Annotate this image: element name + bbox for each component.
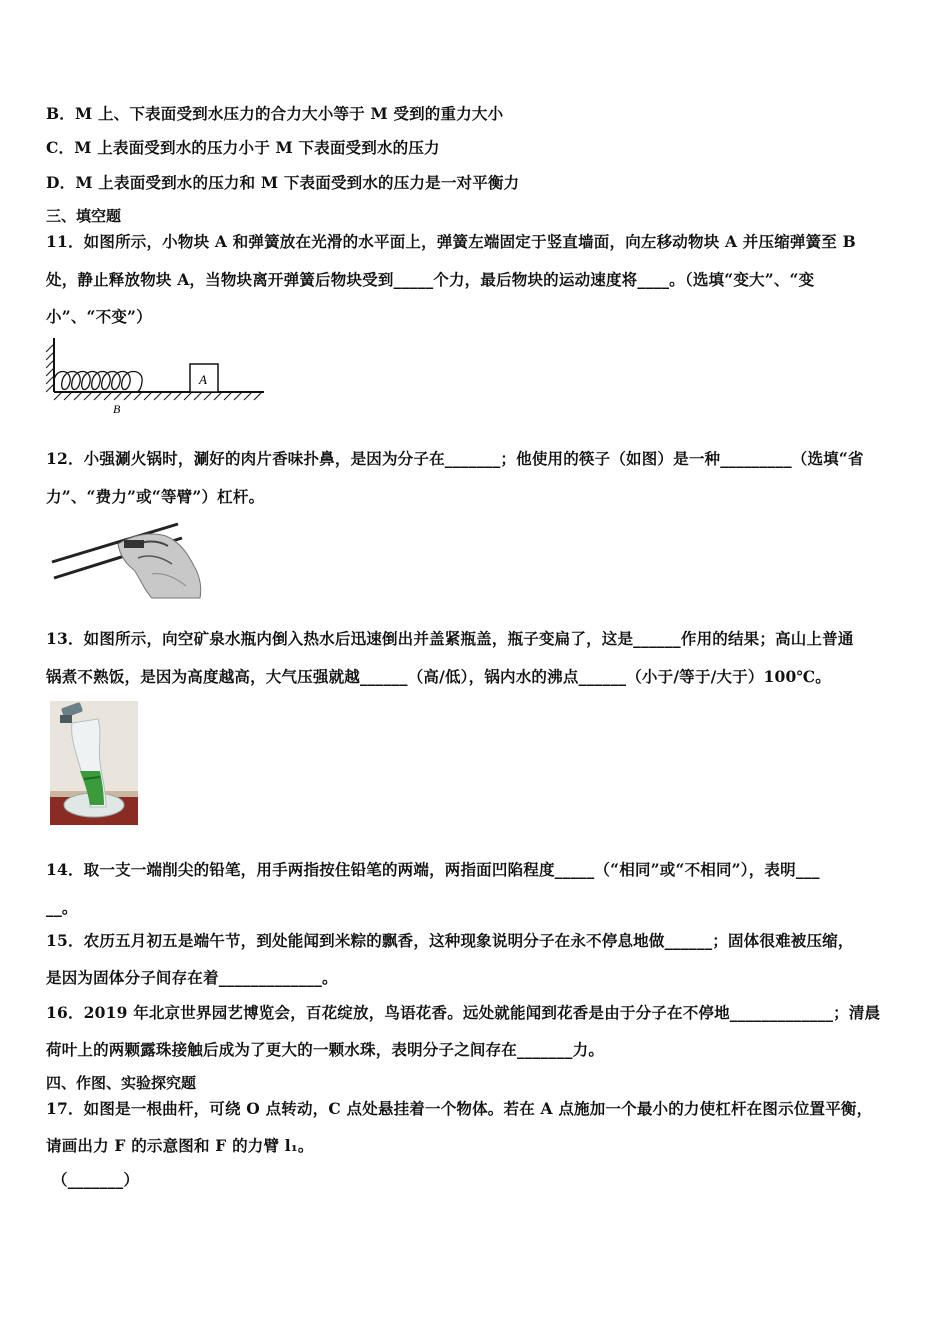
q11-line3: 小”、“不变”） [46, 307, 152, 326]
section-title-fill-in: 三、填空题 [46, 207, 122, 225]
q12-line1: 12．小强涮火锅时，涮好的肉片香味扑鼻，是因为分子在_______；他使用的筷子（如图）是一种_________（选填“省 [46, 449, 864, 468]
q13-line1: 13．如图所示，向空矿泉水瓶内倒入热水后迅速倒出并盖紧瓶盖，瓶子变扁了，这是______作用的结果；高山上普通 [46, 629, 854, 648]
chopsticks-hand-figure [48, 514, 204, 602]
option-c: C．M 上表面受到水的压力小于 M 下表面受到水的压力 [46, 138, 440, 157]
option-b: B．M 上、下表面受到水压力的合力大小等于 M 受到的重力大小 [46, 104, 504, 123]
q17-line2: 请画出力 F 的示意图和 F 的力臂 l₁。 [46, 1136, 314, 1155]
spring-block-figure [44, 336, 268, 416]
point-b-label: B [113, 402, 121, 416]
option-d: D．M 上表面受到水的压力和 M 下表面受到水的压力是一对平衡力 [46, 173, 520, 192]
q17-line1: 17．如图是一根曲杆，可绕 O 点转动，C 点处悬挂着一个物体。若在 A 点施加一个最小的力使杠杆在图示位置平衡， [46, 1099, 873, 1118]
q14-line1: 14．取一支一端削尖的铅笔，用手两指按住铅笔的两端，两指面凹陷程度_____（“相同”或“不相同”），表明___ [46, 860, 820, 879]
q16-line2: 荷叶上的两颗露珠接触后成为了更大的一颗水珠，表明分子之间存在_______力。 [46, 1040, 605, 1059]
q17-answer-blank[interactable]: （_______） [52, 1170, 140, 1189]
q13-line2: 锅煮不熟饭，是因为高度越高，大气压强就越______（高/低），锅内水的沸点______（小于/等于/大于）100℃。 [46, 667, 831, 686]
q15-line1: 15．农历五月初五是端午节，到处能闻到米粽的飘香，这种现象说明分子在永不停息地做______；固体很难被压缩， [46, 931, 854, 950]
spring-coil [54, 372, 142, 393]
q11-line1: 11．如图所示，小物块 A 和弹簧放在光滑的水平面上，弹簧左端固定于竖直墙面，向左移动物块 A 并压缩弹簧至 B [46, 232, 856, 251]
q15-line2: 是因为固体分子间存在着_____________。 [46, 968, 338, 987]
flattened-bottle-photo [50, 701, 138, 825]
section-title-drawing: 四、作图、实验探究题 [46, 1074, 197, 1092]
q11-line2: 处，静止释放物块 A，当物块离开弹簧后物块受到_____个力，最后物块的运动速度将____。（选填“变大”、“变 [46, 270, 815, 289]
q16-line1: 16．2019 年北京世界园艺博览会，百花绽放，鸟语花香。远处就能闻到花香是由于分子在不停地_____________；清晨 [46, 1003, 881, 1022]
q14-line2: __。 [46, 898, 78, 917]
block-a-label: A [199, 372, 207, 387]
q12-line2: 力”、“费力”或“等臂”）杠杆。 [46, 487, 265, 506]
